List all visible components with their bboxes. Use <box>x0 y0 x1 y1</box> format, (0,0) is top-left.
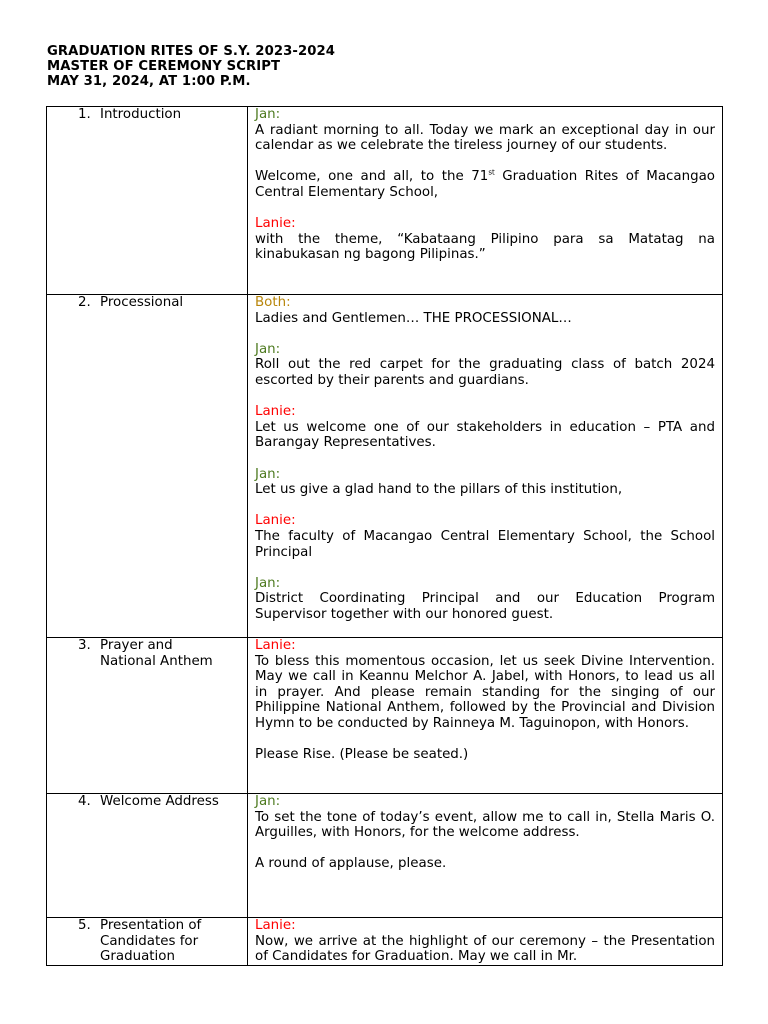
part-label-cell <box>47 107 248 295</box>
speaker-label: Lanie: <box>255 216 296 232</box>
part-number: 1. <box>78 107 91 122</box>
script-text <box>255 169 715 200</box>
script-cell <box>248 918 723 966</box>
part-label: Graduation <box>100 949 175 964</box>
script-block <box>255 794 715 841</box>
script-text: A round of applause, please. <box>255 856 447 872</box>
part-number: 4. <box>78 794 91 809</box>
part-label-cell <box>47 918 248 966</box>
script-block <box>255 747 715 763</box>
script-text: District Coordinating Principal and our Education Program Supervisor together with our honored guest. <box>255 591 715 622</box>
part-label: Processional <box>100 295 184 310</box>
script-text: Please Rise. (Please be seated.) <box>255 747 469 763</box>
part-label: Presentation of <box>100 918 202 933</box>
speaker-label: Jan: <box>255 107 281 122</box>
script-text: A radiant morning to all. Today we mark an exceptional day in our calendar as we celebrate the tireless journey of our students. <box>255 122 715 154</box>
table-row <box>47 638 723 794</box>
script-text: To set the tone of today’s event, allow me to call in, Stella Maris O. Arguilles, with Honors, for the welcome address. <box>255 809 715 841</box>
program-table <box>46 106 723 966</box>
script-text-part: Welcome, one and all, to the 71 <box>255 169 489 185</box>
document-header <box>47 44 335 89</box>
script-block <box>255 404 715 451</box>
header-line-2: MASTER OF CEREMONY SCRIPT <box>47 59 281 74</box>
speaker-label: Jan: <box>255 575 281 591</box>
speaker-label: Lanie: <box>255 918 296 933</box>
script-text: Now, we arrive at the highlight of our ceremony – the Presentation of Candidates for Graduation. May we call in Mr. <box>255 933 715 965</box>
table-row <box>47 918 723 966</box>
speaker-label: Lanie: <box>255 638 296 653</box>
part-label-cell <box>47 638 248 794</box>
script-cell <box>248 638 723 794</box>
speaker-label: Both: <box>255 295 291 310</box>
script-cell <box>248 107 723 295</box>
part-label: National Anthem <box>100 653 213 669</box>
script-text-part: Graduation Rites of Macangao Central Elementary School, <box>255 169 715 200</box>
script-text: Roll out the red carpet for the graduating class of batch 2024 escorted by their parents and guardians. <box>255 357 715 388</box>
script-block <box>255 918 715 965</box>
script-block <box>255 576 715 623</box>
part-label-cell <box>47 295 248 638</box>
script-block <box>255 107 715 154</box>
part-label: Introduction <box>100 107 182 122</box>
header-line-1: GRADUATION RITES OF S.Y. 2023-2024 <box>47 44 336 59</box>
speaker-label: Jan: <box>255 466 281 482</box>
part-number: 3. <box>78 638 91 653</box>
speaker-label: Jan: <box>255 794 281 809</box>
script-text: To bless this momentous occasion, let us seek Divine Intervention. May we call in Keannu Melchor A. Jabel, with Honors, to lead us all in prayer. And please remain standing for the singing of our Philippine National Anthem, followed by the Provincial and Division Hymn to be conducted by Rainneya M. Taguinopon, with Honors. <box>255 653 715 731</box>
script-text: The faculty of Macangao Central Elementary School, the School Principal <box>255 528 715 560</box>
part-number: 2. <box>78 295 91 310</box>
script-text: Let us welcome one of our stakeholders in education – PTA and Barangay Representatives. <box>255 419 715 451</box>
part-label: Candidates for <box>100 933 199 949</box>
script-text: Ladies and Gentlemen… THE PROCESSIONAL… <box>255 310 572 326</box>
script-block <box>255 467 715 498</box>
script-block <box>255 513 715 560</box>
header-line-3: MAY 31, 2024, AT 1:00 P.M. <box>47 74 251 89</box>
script-cell <box>248 794 723 918</box>
speaker-label: Lanie: <box>255 513 296 529</box>
script-text: with the theme, “Kabataang Pilipino para sa Matatag na kinabukasan ng bagong Pilipinas.” <box>255 231 715 263</box>
script-block <box>255 169 715 200</box>
ordinal-suffix: st <box>488 168 495 177</box>
script-text: Let us give a glad hand to the pillars of this institution, <box>255 482 623 498</box>
part-number: 5. <box>78 918 91 933</box>
table-row <box>47 794 723 918</box>
script-block <box>255 638 715 732</box>
script-block <box>255 216 715 263</box>
script-cell <box>248 295 723 638</box>
table-row <box>47 107 723 295</box>
speaker-label: Jan: <box>255 341 281 357</box>
part-label: Welcome Address <box>100 794 219 809</box>
part-label: Prayer and <box>100 638 173 653</box>
script-block <box>255 295 715 326</box>
table-row <box>47 295 723 638</box>
script-block <box>255 342 715 389</box>
part-label-cell <box>47 794 248 918</box>
script-block <box>255 856 715 872</box>
speaker-label: Lanie: <box>255 404 296 420</box>
